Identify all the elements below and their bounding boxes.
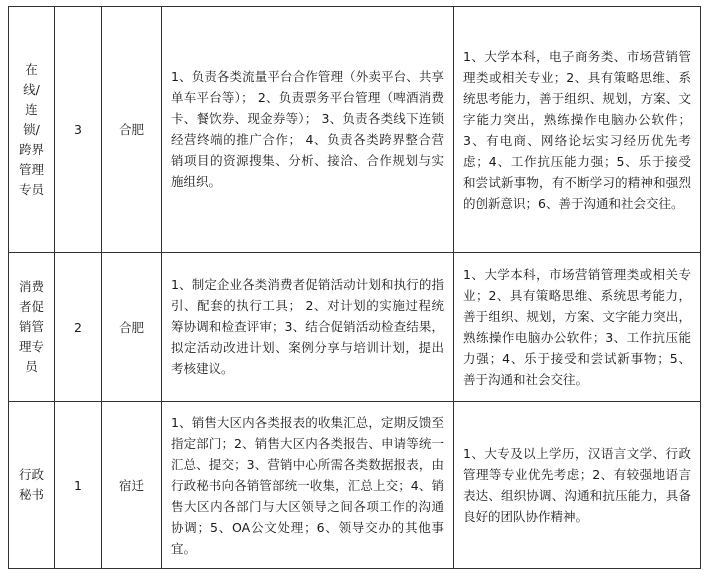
job-duties: 1、负责各类流量平台合作管理（外卖平台、共享单车平台等）； 2、负责票务平台管理（啤酒消费卡、餐饮券、现金券等）； 3、负责各类线下连锁经营终端的推广合作； 4、负责各类跨界整合营销项目的资源搜集、分析、接洽、合作规划与实施组织。 (162, 7, 454, 253)
job-requirements: 1、大专及以上学历，汉语言文学、行政管理等专业优先考虑；2、有较强地语言表达、组织协调、沟通和抗压能力，具备良好的团队协作精神。 (454, 402, 701, 569)
job-title: 行政秘书 (9, 402, 55, 569)
job-title: 消费者促销管理专员 (9, 253, 55, 402)
job-duties: 1、销售大区内各类报表的收集汇总，定期反馈至指定部门；2、销售大区内各类报告、申请等统一汇总、提交；3、营销中心所需各类数据报表，由行政秘书向各销管部统一收集，汇总上交；4、销售大区内各部门与大区领导之间各项工作的沟通协调；5、OA公文处理；6、领导交办的其他事宜。 (162, 402, 454, 569)
job-title: 在线/连锁/跨界管理专员 (9, 7, 55, 253)
job-table (8, 6, 701, 569)
headcount: 3 (55, 7, 102, 253)
table-row (9, 402, 701, 569)
location: 宿迁 (102, 402, 162, 569)
location: 合肥 (102, 253, 162, 402)
job-requirements: 1、大学本科，电子商务类、市场营销管理类或相关专业；2、具有策略思维、系统思考能力，善于组织、规划，方案、文字能力突出，熟练操作电脑办公软件；3、有电商、网络论坛实习经历优先考虑；4、工作抗压能力强；5、乐于接受和尝试新事物，有不断学习的精神和强烈的创新意识；6、善于沟通和社会交往。 (454, 7, 701, 253)
table-row (9, 7, 701, 253)
headcount: 2 (55, 253, 102, 402)
headcount: 1 (55, 402, 102, 569)
table-row (9, 253, 701, 402)
job-duties: 1、制定企业各类消费者促销活动计划和执行的指引、配套的执行工具； 2、对计划的实施过程统筹协调和检查评审；3、结合促销活动检查结果，拟定活动改进计划、案例分享与培训计划，提出考核建议。 (162, 253, 454, 402)
location: 合肥 (102, 7, 162, 253)
job-requirements: 1、大学本科，市场营销管理类或相关专业；2、具有策略思维、系统思考能力，善于组织、规划，方案、文字能力突出，熟练操作电脑办公软件；3、工作抗压能力强；4、乐于接受和尝试新事物；5、善于沟通和社会交往。 (454, 253, 701, 402)
